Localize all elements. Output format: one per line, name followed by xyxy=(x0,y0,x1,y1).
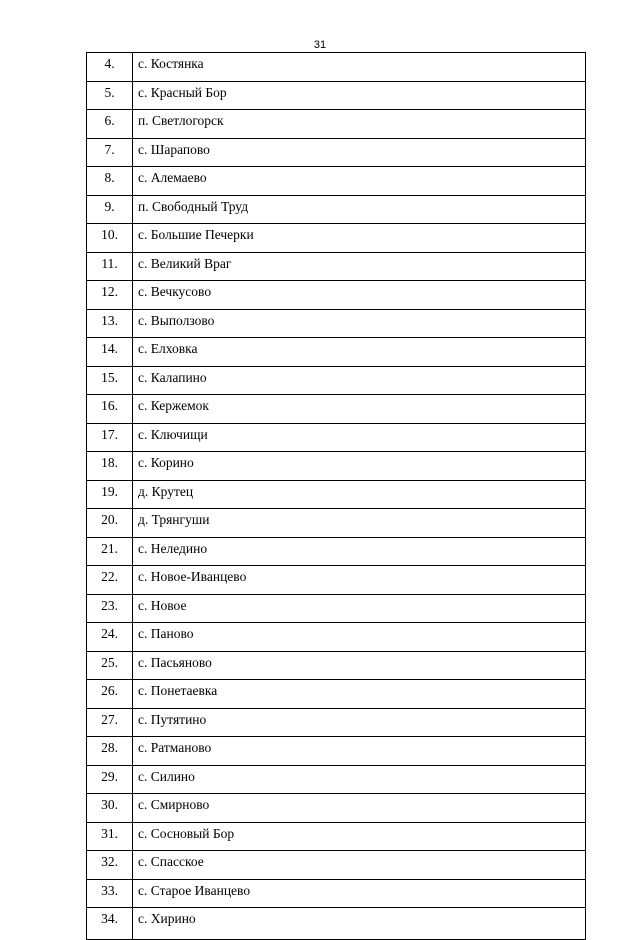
settlement-name-cell: с. Спасское xyxy=(133,851,586,880)
table-row xyxy=(87,366,586,395)
settlement-name-cell: с. Шарапово xyxy=(133,138,586,167)
table-row xyxy=(87,566,586,595)
row-number-cell: 26. xyxy=(87,680,133,709)
settlement-name-cell: с. Красный Бор xyxy=(133,81,586,110)
row-number-cell: 25. xyxy=(87,651,133,680)
table-row xyxy=(87,452,586,481)
settlement-name-cell: с. Ключищи xyxy=(133,423,586,452)
table-body xyxy=(87,53,586,940)
settlement-name-cell: с. Сосновый Бор xyxy=(133,822,586,851)
table-row xyxy=(87,537,586,566)
settlement-name-cell: с. Костянка xyxy=(133,53,586,82)
row-number-cell: 16. xyxy=(87,395,133,424)
row-number-cell: 11. xyxy=(87,252,133,281)
settlement-name-cell: с. Паново xyxy=(133,623,586,652)
table-row xyxy=(87,651,586,680)
settlement-name-cell: с. Неледино xyxy=(133,537,586,566)
settlement-name-cell: с. Старое Иванцево xyxy=(133,879,586,908)
settlement-name-cell: с. Выползово xyxy=(133,309,586,338)
settlement-name-cell: с. Силино xyxy=(133,765,586,794)
settlement-name-cell: д. Трянгуши xyxy=(133,509,586,538)
table-row xyxy=(87,281,586,310)
table-row xyxy=(87,338,586,367)
row-number-cell: 15. xyxy=(87,366,133,395)
row-number-cell: 23. xyxy=(87,594,133,623)
table-row xyxy=(87,623,586,652)
row-number-cell: 19. xyxy=(87,480,133,509)
table-row xyxy=(87,794,586,823)
table-row xyxy=(87,680,586,709)
row-number-cell: 8. xyxy=(87,167,133,196)
row-number-cell: 27. xyxy=(87,708,133,737)
table-row xyxy=(87,908,586,940)
row-number-cell: 7. xyxy=(87,138,133,167)
row-number-cell: 18. xyxy=(87,452,133,481)
table-row xyxy=(87,167,586,196)
row-number-cell: 6. xyxy=(87,110,133,139)
row-number-cell: 13. xyxy=(87,309,133,338)
table-row xyxy=(87,851,586,880)
row-number-cell: 14. xyxy=(87,338,133,367)
table-row xyxy=(87,765,586,794)
table-row xyxy=(87,110,586,139)
table-row xyxy=(87,879,586,908)
row-number-cell: 20. xyxy=(87,509,133,538)
table-row xyxy=(87,423,586,452)
table-row xyxy=(87,81,586,110)
table-row xyxy=(87,224,586,253)
table-row xyxy=(87,309,586,338)
settlement-name-cell: д. Крутец xyxy=(133,480,586,509)
settlement-name-cell: с. Путятино xyxy=(133,708,586,737)
page-number: 31 xyxy=(313,39,327,51)
settlement-name-cell: с. Пасьяново xyxy=(133,651,586,680)
settlement-name-cell: с. Елховка xyxy=(133,338,586,367)
row-number-cell: 21. xyxy=(87,537,133,566)
settlement-name-cell: с. Понетаевка xyxy=(133,680,586,709)
table-row xyxy=(87,594,586,623)
row-number-cell: 10. xyxy=(87,224,133,253)
table-row xyxy=(87,822,586,851)
row-number-cell: 12. xyxy=(87,281,133,310)
table-row xyxy=(87,737,586,766)
settlement-name-cell: с. Вечкусово xyxy=(133,281,586,310)
settlement-name-cell: с. Большие Печерки xyxy=(133,224,586,253)
table-row xyxy=(87,509,586,538)
row-number-cell: 34. xyxy=(87,908,133,940)
settlement-name-cell: с. Хирино xyxy=(133,908,586,940)
row-number-cell: 32. xyxy=(87,851,133,880)
table-row xyxy=(87,252,586,281)
settlement-name-cell: с. Кержемок xyxy=(133,395,586,424)
row-number-cell: 30. xyxy=(87,794,133,823)
settlement-name-cell: с. Алемаево xyxy=(133,167,586,196)
settlement-name-cell: с. Новое xyxy=(133,594,586,623)
table-row xyxy=(87,138,586,167)
row-number-cell: 22. xyxy=(87,566,133,595)
table-row xyxy=(87,53,586,82)
settlements-table xyxy=(86,52,586,940)
row-number-cell: 5. xyxy=(87,81,133,110)
table-row xyxy=(87,480,586,509)
settlement-name-cell: п. Светлогорск xyxy=(133,110,586,139)
settlement-name-cell: с. Смирново xyxy=(133,794,586,823)
settlement-name-cell: с. Корино xyxy=(133,452,586,481)
settlement-name-cell: с. Новое-Иванцево xyxy=(133,566,586,595)
row-number-cell: 17. xyxy=(87,423,133,452)
settlement-name-cell: с. Великий Враг xyxy=(133,252,586,281)
row-number-cell: 29. xyxy=(87,765,133,794)
row-number-cell: 31. xyxy=(87,822,133,851)
row-number-cell: 24. xyxy=(87,623,133,652)
settlement-name-cell: с. Калапино xyxy=(133,366,586,395)
table-row xyxy=(87,708,586,737)
table-row xyxy=(87,395,586,424)
row-number-cell: 9. xyxy=(87,195,133,224)
table-row xyxy=(87,195,586,224)
row-number-cell: 4. xyxy=(87,53,133,82)
row-number-cell: 28. xyxy=(87,737,133,766)
row-number-cell: 33. xyxy=(87,879,133,908)
settlement-name-cell: с. Ратманово xyxy=(133,737,586,766)
settlement-name-cell: п. Свободный Труд xyxy=(133,195,586,224)
